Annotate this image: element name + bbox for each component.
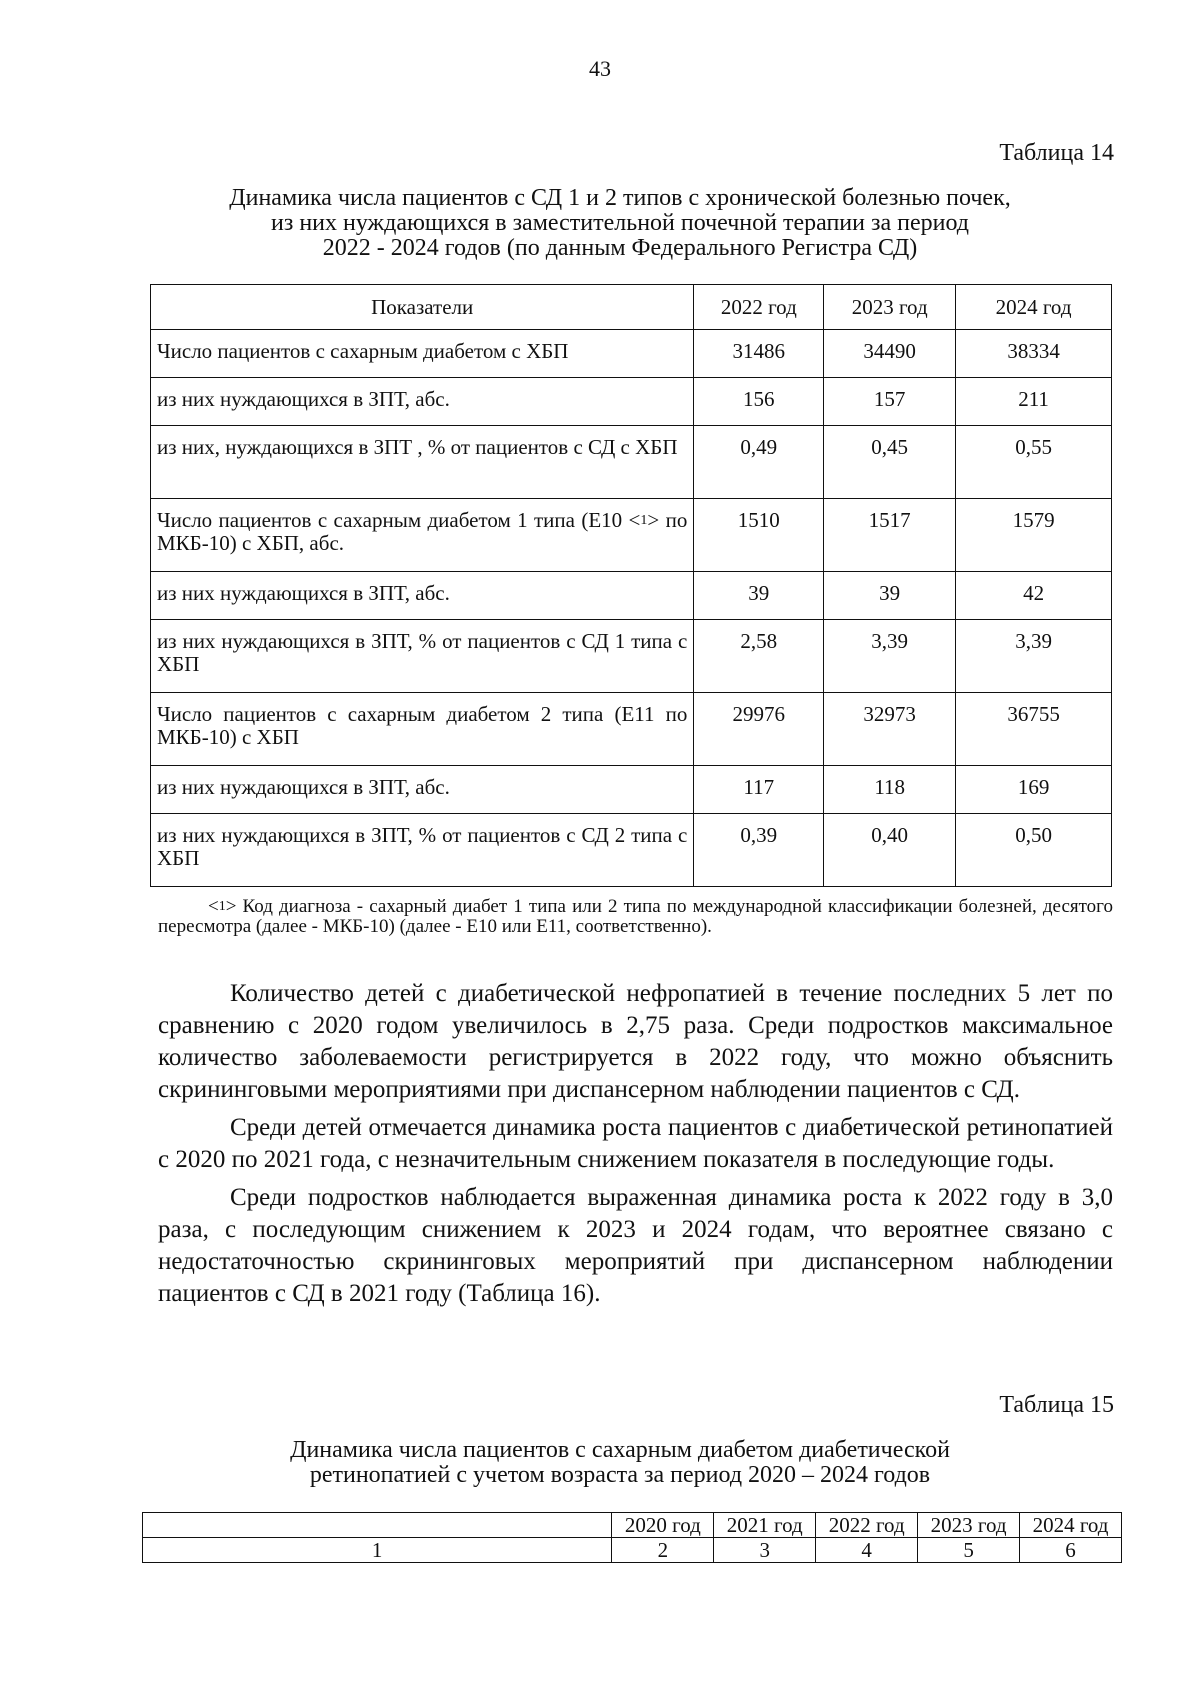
column-header: 2024 год [1020, 1513, 1122, 1538]
column-header [143, 1513, 612, 1538]
table-14-label: Таблица 14 [999, 140, 1114, 166]
row-label: из них нуждающихся в ЗПТ, абс. [151, 766, 694, 814]
cell-value: 1517 [824, 499, 956, 572]
cell-value: 0,39 [694, 814, 824, 887]
column-header: 2020 год [612, 1513, 714, 1538]
cell-value: 118 [824, 766, 956, 814]
column-header: Показатели [151, 285, 694, 330]
table-numbering-row [143, 1538, 1122, 1563]
table-15-title-line: Динамика числа пациентов с сахарным диабетом диабетической [290, 1437, 950, 1463]
cell-value: 169 [956, 766, 1112, 814]
column-number: 5 [918, 1538, 1020, 1563]
column-number: 1 [143, 1538, 612, 1563]
table-15 [142, 1512, 1122, 1563]
row-label: из них нуждающихся в ЗПТ, % от пациентов с СД 2 типа с ХБП [151, 814, 694, 887]
column-number: 2 [612, 1538, 714, 1563]
cell-value: 157 [824, 378, 956, 426]
row-label: Число пациентов с сахарным диабетом 2 типа (Е11 по МКБ-10) с ХБП [151, 693, 694, 766]
cell-value: 38334 [956, 330, 1112, 378]
table-14-title-line: Динамика числа пациентов с СД 1 и 2 типов с хронической болезнью почек, [229, 185, 1011, 211]
row-label [151, 499, 694, 572]
column-header: 2022 год [816, 1513, 918, 1538]
table-row [151, 814, 1112, 887]
cell-value: 31486 [694, 330, 824, 378]
cell-value: 42 [956, 572, 1112, 620]
cell-value: 36755 [956, 693, 1112, 766]
row-label: из них нуждающихся в ЗПТ, абс. [151, 378, 694, 426]
page-number: 43 [589, 56, 611, 81]
cell-value: 1579 [956, 499, 1112, 572]
table-row [151, 426, 1112, 499]
column-header: 2022 год [694, 285, 824, 330]
column-header: 2024 год [956, 285, 1112, 330]
row-label: Число пациентов с сахарным диабетом с ХБП [151, 330, 694, 378]
table-header-row [143, 1513, 1122, 1538]
table-15-title [130, 1438, 1110, 1488]
row-label: из них нуждающихся в ЗПТ, абс. [151, 572, 694, 620]
cell-value: 32973 [824, 693, 956, 766]
cell-value: 156 [694, 378, 824, 426]
footnote [158, 897, 1113, 937]
table-14-title [130, 186, 1110, 261]
cell-value: 0,45 [824, 426, 956, 499]
table-14 [150, 284, 1112, 887]
table-15-label: Таблица 15 [999, 1392, 1114, 1418]
table-row [151, 620, 1112, 693]
cell-value: 39 [694, 572, 824, 620]
table-14-title-line: из них нуждающихся в заместительной почечной терапии за период [271, 210, 969, 236]
body-text [158, 978, 1113, 1316]
paragraph: Среди подростков наблюдается выраженная динамика роста к 2022 году в 3,0 раза, с последующим снижением к 2023 и 2024 годам, что вероятнее связано с недостаточностью скрининговых мероприятий при диспансерном наблюдении пациентов с СД в 2021 году (Таблица 16). [158, 1184, 1113, 1307]
column-header: 2023 год [918, 1513, 1020, 1538]
cell-value: 117 [694, 766, 824, 814]
row-label-part: Число пациентов с сахарным диабетом 1 типа (Е10 < [157, 508, 641, 532]
row-label: из них нуждающихся в ЗПТ, % от пациентов с СД 1 типа с ХБП [151, 620, 694, 693]
table-row [151, 378, 1112, 426]
footnote-marker: 1 [218, 899, 226, 914]
footnote-text: > Код диагноза - сахарный диабет 1 типа или 2 типа по международной классификации болезней, десятого пересмотра (далее - МКБ-10) (далее - Е10 или Е11, соответственно). [158, 896, 1113, 937]
cell-value: 39 [824, 572, 956, 620]
table-row [151, 766, 1112, 814]
cell-value: 3,39 [824, 620, 956, 693]
table-14-title-line: 2022 - 2024 годов (по данным Федерального Регистра СД) [322, 235, 918, 261]
cell-value: 211 [956, 378, 1112, 426]
column-number: 4 [816, 1538, 918, 1563]
table-header-row [151, 285, 1112, 330]
footnote-marker: 1 [640, 513, 648, 528]
cell-value: 0,50 [956, 814, 1112, 887]
row-label-part: > по МКБ-10) с ХБП, абс. [157, 508, 688, 555]
cell-value: 29976 [694, 693, 824, 766]
column-header: 2021 год [714, 1513, 816, 1538]
table-row [151, 693, 1112, 766]
cell-value: 1510 [694, 499, 824, 572]
paragraph: Среди детей отмечается динамика роста пациентов с диабетической ретинопатией с 2020 по 2021 года, с незначительным снижением показателя в последующие годы. [158, 1114, 1113, 1173]
column-number: 3 [714, 1538, 816, 1563]
cell-value: 3,39 [956, 620, 1112, 693]
table-row [151, 572, 1112, 620]
table-row [151, 499, 1112, 572]
cell-value: 2,58 [694, 620, 824, 693]
table-15-title-line: ретинопатией с учетом возраста за период 2020 – 2024 годов [309, 1462, 931, 1488]
table-row [151, 330, 1112, 378]
column-header: 2023 год [824, 285, 956, 330]
paragraph: Количество детей с диабетической нефропатией в течение последних 5 лет по сравнению с 2020 годом увеличилось в 2,75 раза. Среди подростков максимальное количество заболеваемости регистрируется в 2022 году, что можно объяснить скрининговыми мероприятиями при диспансерном наблюдении пациентов с СД. [158, 980, 1113, 1103]
cell-value: 34490 [824, 330, 956, 378]
column-number: 6 [1020, 1538, 1122, 1563]
cell-value: 0,40 [824, 814, 956, 887]
footnote-prefix: < [208, 896, 219, 917]
cell-value: 0,55 [956, 426, 1112, 499]
cell-value: 0,49 [694, 426, 824, 499]
row-label: из них, нуждающихся в ЗПТ , % от пациентов с СД с ХБП [151, 426, 694, 499]
